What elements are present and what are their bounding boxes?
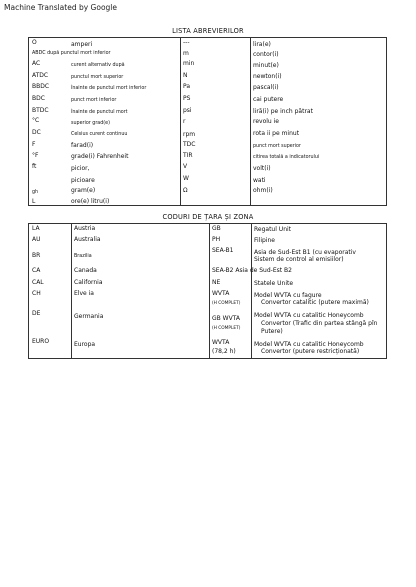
abbr-code: ---: [183, 39, 190, 46]
country-code: DE: [32, 310, 41, 317]
abbr-meaning: ore(e) litru(i): [71, 198, 110, 205]
country-name-line2: Sistem de control al emisiilor): [254, 256, 344, 263]
abbr-meaning: citirea totală a indicatorului: [253, 155, 320, 160]
abbr-meaning: picioare: [71, 177, 95, 184]
abbr-meaning: gram(e): [71, 187, 96, 194]
abbr-code: PS: [183, 95, 191, 102]
abbr-meaning: pascal(i): [253, 84, 279, 91]
country-name: Austria: [74, 225, 96, 232]
column-divider: [71, 224, 72, 358]
country-name: California: [74, 279, 103, 286]
country-code: WVTA: [212, 339, 230, 346]
country-name-line2: Convertor (Trafic din partea stângă pîn: [261, 320, 378, 327]
country-name: Statele Unite: [254, 280, 294, 287]
country-code: AU: [32, 236, 41, 243]
abbr-meaning: newton(i): [253, 73, 282, 80]
country-name: Canada: [74, 267, 97, 274]
country-name-line2: Convertor (putere restricționată): [261, 348, 360, 355]
abbr-meaning: revolu ie: [253, 118, 279, 125]
country-code: SEA-B1: [212, 247, 234, 254]
abbr-code: ATDC: [32, 72, 49, 79]
abbr-code: °C: [32, 117, 40, 124]
column-divider: [251, 224, 252, 358]
country-name: Filipine: [254, 237, 275, 244]
abbr-code: ft: [32, 163, 37, 170]
abbr-code: BBDC: [32, 83, 50, 90]
column-divider: [250, 38, 251, 205]
country-code: WVTA: [212, 290, 230, 297]
country-name-line2: Convertor catalitic (putere maximă): [261, 299, 369, 306]
country-code: CH: [32, 290, 41, 297]
abbr-code: gh: [32, 190, 39, 195]
abbr-code: Pa: [183, 83, 191, 90]
country-code: BR: [32, 252, 41, 259]
abbr-code: L: [32, 198, 36, 205]
country-code: SEA-B2 Asia de Sud-Est B2: [212, 267, 292, 274]
abbr-meaning: rota ii pe minut: [253, 130, 300, 137]
country-name: Germania: [74, 313, 104, 320]
abbr-meaning: contor(i): [253, 51, 279, 58]
abbr-code: min: [183, 60, 195, 67]
country-code-sub: (78,2 h): [212, 348, 236, 355]
abbr-code: BDC: [32, 95, 45, 102]
abbr-meaning: Celsius curent continuu: [71, 132, 128, 137]
abbr-meaning: înainte de punctul mort: [71, 110, 128, 115]
abbr-code: psi: [183, 107, 192, 114]
abbr-meaning: curent alternativ după: [71, 63, 125, 68]
country-name: Asia de Sud-Est B1 (cu evaporativ: [254, 249, 356, 256]
abbr-meaning: superior grad(e): [71, 121, 110, 126]
abbr-code: °F: [32, 152, 39, 159]
abbr-meaning: punct mort inferior: [71, 98, 117, 103]
country-code: GB WVTA: [212, 315, 241, 322]
country-code-sub: (H COMPLET): [212, 301, 241, 306]
country-codes-table: [28, 223, 387, 359]
column-divider: [180, 38, 181, 205]
abbr-code: BTDC: [32, 107, 49, 114]
country-name: Model WVTA cu catalitic Honeycomb: [254, 312, 364, 319]
country-code: CAL: [32, 279, 44, 286]
country-code: GB: [212, 225, 221, 232]
abbr-meaning: punct mort superior: [253, 144, 301, 149]
country-code: LA: [32, 225, 40, 232]
codes-title: CODURI DE ȚARA ȘI ZONA: [162, 213, 254, 221]
abbr-code: W: [183, 175, 189, 182]
abbr-meaning: amperi: [71, 41, 93, 48]
abbr-meaning: punctul mort superior: [71, 75, 124, 80]
abbr-meaning: cai putere: [253, 96, 284, 103]
abbr-code: V: [183, 163, 188, 170]
abbr-code: F: [32, 141, 36, 148]
abbr-meaning: minut(e): [253, 62, 279, 69]
country-code: NE: [212, 279, 221, 286]
abbr-code: r: [183, 118, 186, 125]
abbr-code: DC: [32, 129, 41, 136]
abbr-code: m: [183, 50, 189, 57]
abbr-meaning: wati: [253, 177, 266, 184]
abbr-meaning: înainte de punctul mort inferior: [71, 86, 147, 91]
abbr-meaning: farad(i): [71, 142, 94, 149]
abbr-meaning: lira(e): [253, 41, 271, 48]
country-name: Elve ia: [74, 290, 94, 297]
abbr-meaning: ohm(i): [253, 187, 273, 194]
abbr-meaning: volt(i): [253, 165, 271, 172]
abbr-code: TIR: [183, 152, 193, 159]
abbr-code: O: [32, 39, 37, 46]
abbr-code: rpm: [183, 131, 196, 138]
abbr-code: Ω: [183, 187, 188, 194]
machine-translated-label: Machine Translated by Google: [4, 3, 118, 12]
abbr-code: N: [183, 72, 188, 79]
country-code: EURO: [32, 338, 50, 345]
country-name: Europa: [74, 341, 96, 348]
abbr-meaning: grade(i) Fahrenheit: [71, 153, 129, 160]
country-name: Model WVTA cu catalitic Honeycomb: [254, 341, 364, 348]
abbr-code: ABDC după punctul mort inferior: [32, 51, 111, 56]
abbr-code: TDC: [183, 141, 196, 148]
abbr-meaning: liră(i) pe inch pătrat: [253, 108, 313, 115]
country-name: Australia: [74, 236, 101, 243]
country-name: Model WVTA cu fagure: [254, 292, 322, 299]
country-name: Brazilia: [74, 254, 92, 259]
abbreviations-table: [28, 37, 387, 206]
abbr-meaning: picior,: [71, 165, 90, 172]
country-name-line3: Putere): [261, 328, 283, 335]
country-code: PH: [212, 236, 221, 243]
country-code-sub: (H COMPLET): [212, 326, 241, 331]
country-code: CA: [32, 267, 41, 274]
abbreviations-title: LISTA ABREVIERILOR: [172, 27, 244, 35]
column-divider: [209, 224, 210, 358]
country-name: Regatul Unit: [254, 226, 292, 233]
abbr-code: AC: [32, 60, 41, 67]
